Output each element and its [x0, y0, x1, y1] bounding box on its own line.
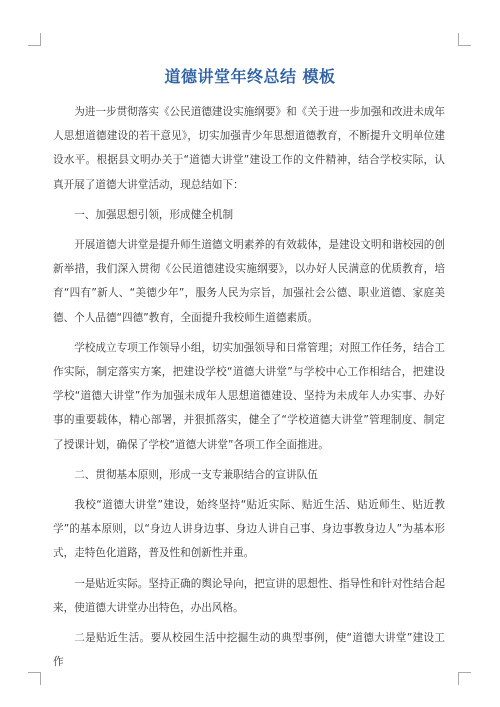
document-body: [53, 100, 445, 680]
crop-mark-bottom-left: [28, 672, 41, 685]
body-paragraph: 我校“道德大讲堂”建设，始终坚持“贴近实际、贴近生活、贴近师生、贴近教学”的基本原则，以“身边人讲身边事、身边人讲自己事、身边事教身边人”为基本形式，走特色化道路，普及性和创新性并重。: [53, 499, 445, 560]
section-heading-1: 一、加强思想引领，形成健全机制: [74, 208, 234, 221]
body-paragraph: 二是贴近生活。要从校园生活中挖掘生动的典型事例，使“道德大讲堂”建设工作: [53, 632, 445, 669]
crop-mark-bottom-right: [458, 672, 471, 685]
intro-paragraph: 为进一步贯彻落实《公民道德建设实施纲要》和《关于进一步加强和改进未成年人思想道德建设的若干意见》，切实加强青少年思想道德教育，不断提升文明单位建设水平。根据县文明办关于“道德大讲堂”建设工作的文件精神，结合学校实际，认真开展了道德大讲堂活动，现总结如下：: [53, 106, 445, 191]
crop-mark-top-left: [28, 33, 41, 46]
section-heading-2: 二、贯彻基本原则，形成一支专兼职结合的宣讲队伍: [74, 468, 318, 481]
body-paragraph: 一是贴近实际。坚持正确的舆论导向，把宣讲的思想性、指导性和针对性结合起来，使道德大讲堂办出特色，办出风格。: [53, 577, 445, 614]
crop-mark-top-right: [458, 33, 471, 46]
document-title: 道德讲堂年终总结 模板: [164, 67, 336, 86]
body-paragraph: 学校成立专项工作领导小组，切实加强领导和日常管理；对照工作任务，结合工作实际，制定落实方案，把建设学校“道德大讲堂”与学校中心工作相结合，把建设学校“道德大讲堂”作为加强未成年人思想道德建设、坚持为未成年人办实事、办好事的重要载体，精心部署，并狠抓落实，健全了“学校道德大讲堂”管理制度、制定了授课计划，确保了学校“道德大讲堂”各项工作全面推进。: [53, 341, 445, 451]
body-paragraph: 开展道德大讲堂是提升师生道德文明素养的有效载体，是建设文明和谐校园的创新举措，我们深入贯彻《公民道德建设实施纲要》，以办好人民满意的优质教育，培育“四有”新人、“美德少年”，服务人民为宗旨，加强社会公德、职业道德、家庭美德、个人品德“四德”教育，全面提升我校师生道德素质。: [53, 239, 445, 324]
